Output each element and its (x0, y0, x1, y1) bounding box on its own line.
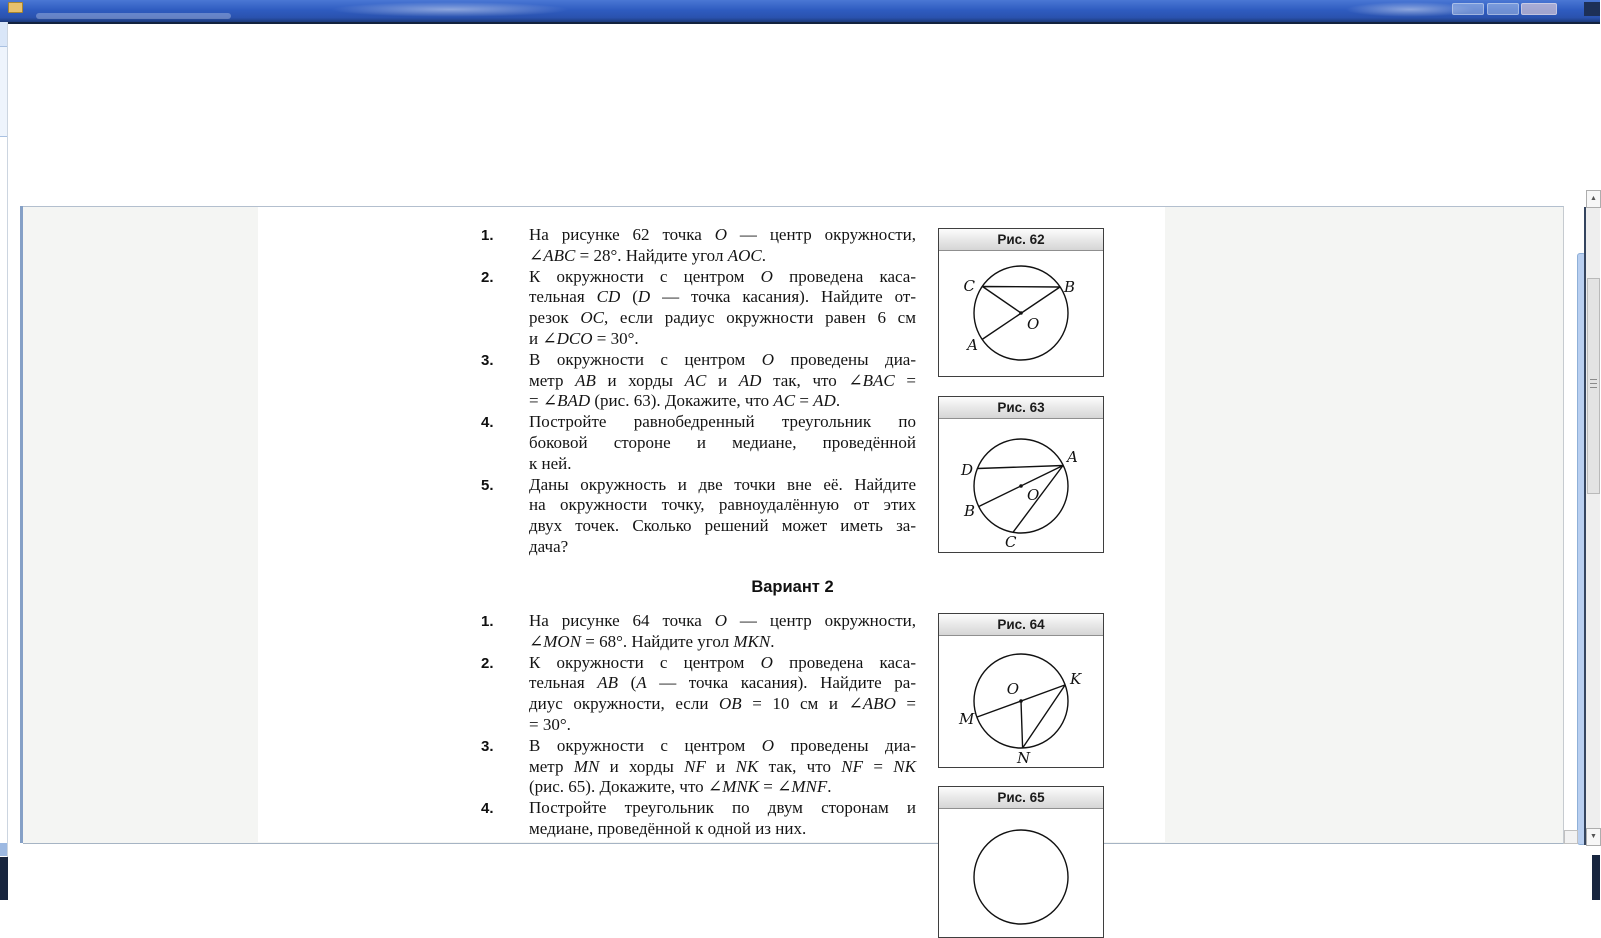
thumb-grip-line (1590, 387, 1597, 388)
problem-text-line: (рис. 65). Докажите, что ∠MNK = ∠MNF. (529, 777, 832, 797)
figure-label: Рис. 62 (939, 229, 1103, 251)
problem-text-line: На рисунке 64 точка O — центр окружности, (529, 611, 916, 630)
background-window-sliver (0, 22, 7, 47)
problem-number: 2. (481, 268, 494, 286)
svg-text:C: C (1005, 533, 1017, 551)
svg-text:O: O (1027, 315, 1040, 333)
problem-list-variant2 (481, 611, 917, 838)
svg-text:M: M (959, 710, 975, 728)
svg-text:A: A (1067, 448, 1078, 466)
close-button[interactable] (1521, 3, 1557, 15)
scroll-up-button[interactable] (1586, 190, 1601, 208)
problem-text-line: диус окружности, если OB = 10 см и ∠ABO = (529, 694, 917, 714)
scroll-down-button[interactable] (1586, 828, 1601, 846)
maximize-button[interactable] (1487, 3, 1519, 15)
problem-item (481, 267, 917, 350)
svg-text:N: N (1017, 749, 1031, 767)
problem-item (481, 736, 917, 798)
window-title-text-blur (36, 13, 231, 19)
problem-text (529, 412, 916, 474)
svg-text:B: B (1064, 278, 1076, 296)
problem-list-variant1 (481, 225, 917, 558)
problem-text (529, 350, 916, 412)
problem-text (529, 225, 916, 267)
problem-number: 1. (481, 227, 494, 244)
problem-text-line: В окружности с центром O проведены диа- (529, 735, 916, 755)
problem-text-line: = 30°. (529, 714, 571, 734)
problem-text (529, 611, 916, 653)
problem-text (529, 475, 916, 558)
problem-text-line: метр AB и хорды AC и AD так, что ∠BAC = (529, 370, 916, 390)
problem-text-line: Даны окружность и две точки вне её. Найдите (529, 474, 916, 494)
bottom-left-corner-block (0, 857, 8, 900)
problem-number: 3. (481, 351, 494, 369)
problem-text-line: и ∠DCO = 30°. (529, 328, 639, 348)
titlebar-corner-block (1584, 2, 1600, 16)
problem-text-line: к ней. (529, 453, 572, 473)
problem-text-line: на окружности точку, равноудалённую от этих (529, 495, 916, 515)
arrow-down-icon: ▼ (1590, 833, 1597, 840)
svg-text:D: D (960, 461, 973, 479)
figure-65-circle-diagram (939, 809, 1103, 935)
svg-text:C: C (963, 277, 975, 295)
window-edge-line (7, 22, 8, 900)
figure-label: Рис. 63 (939, 397, 1103, 419)
problem-item (481, 350, 917, 412)
problem-item (481, 653, 917, 736)
problem-text-line: медиане, проведённой к одной из них. (529, 818, 807, 838)
background-window-sliver (0, 843, 7, 856)
problem-text-line: К окружности с центром O проведена каса- (529, 266, 916, 286)
problem-text-line: дача? (529, 536, 569, 556)
figure-box-64 (938, 613, 1104, 768)
problem-item (481, 798, 917, 840)
bottom-right-corner-block (1592, 855, 1600, 900)
problem-text-line: = ∠BAD (рис. 63). Докажите, что AC = AD. (529, 391, 841, 411)
problem-number: 3. (481, 737, 494, 755)
problem-number: 4. (481, 414, 494, 432)
problem-number: 5. (481, 476, 494, 494)
problem-text-line: Постройте равнобедренный треугольник по (529, 412, 916, 432)
svg-text:O: O (1027, 486, 1040, 504)
problem-text (529, 798, 916, 840)
svg-text:B: B (963, 502, 975, 520)
variant2-heading: Вариант 2 (751, 578, 834, 596)
figure-box-63 (938, 396, 1104, 553)
figure-64-circle-diagram (939, 636, 1103, 766)
minimize-button[interactable] (1452, 3, 1484, 15)
svg-text:A: A (967, 336, 978, 354)
figure-62-circle-diagram (939, 251, 1103, 375)
scrollbar-corner-box (1564, 830, 1578, 844)
window-titlebar[interactable] (0, 0, 1600, 24)
problem-item (481, 225, 917, 267)
background-window-sliver (0, 47, 7, 137)
problem-number: 4. (481, 800, 494, 818)
problem-text-line: На рисунке 62 точка O — центр окружности, (529, 225, 916, 244)
problem-number: 2. (481, 654, 494, 672)
problem-text-line: тельная AB (A — точка касания). Найдите ра- (529, 673, 916, 693)
problem-text-line: ∠ABC = 28°. Найдите угол AOC. (529, 245, 766, 265)
document-page (258, 207, 1165, 842)
problem-text-line: двух точек. Сколько решений может иметь за- (529, 516, 916, 536)
problem-text (529, 653, 916, 736)
problem-item (481, 412, 917, 474)
figure-label: Рис. 65 (939, 787, 1103, 809)
figure-label: Рис. 64 (939, 614, 1103, 636)
scrollbar-thumb[interactable] (1587, 278, 1600, 494)
svg-text:O: O (1006, 680, 1019, 698)
figure-box-65 (938, 786, 1104, 938)
titlebar-glare (330, 2, 570, 17)
folder-icon (8, 2, 23, 13)
problem-number: 1. (481, 613, 494, 630)
problem-text-line: Постройте треугольник по двум сторонам и (529, 798, 916, 818)
problem-item (481, 475, 917, 558)
problem-text-line: ∠MON = 68°. Найдите угол MKN. (529, 631, 775, 651)
thumb-grip-line (1590, 383, 1597, 384)
arrow-up-icon: ▲ (1590, 195, 1597, 202)
thumb-grip-line (1590, 379, 1597, 380)
svg-text:K: K (1070, 670, 1082, 688)
problem-text-line: К окружности с центром O проведена каса- (529, 652, 916, 672)
problem-text (529, 736, 916, 798)
problem-text-line: В окружности с центром O проведены диа- (529, 349, 916, 369)
figure-box-62 (938, 228, 1104, 377)
problem-text (529, 267, 916, 350)
problem-item (481, 611, 917, 653)
problem-text-line: боковой стороне и медиане, проведённой (529, 432, 916, 452)
problem-text-line: тельная CD (D — точка касания). Найдите от- (529, 287, 916, 307)
problem-text-line: резок OC, если радиус окружности равен 6 см (529, 308, 916, 328)
figure-63-circle-diagram (939, 419, 1103, 551)
problem-text-line: метр MN и хорды NF и NK так, что NF = NK (529, 756, 916, 776)
